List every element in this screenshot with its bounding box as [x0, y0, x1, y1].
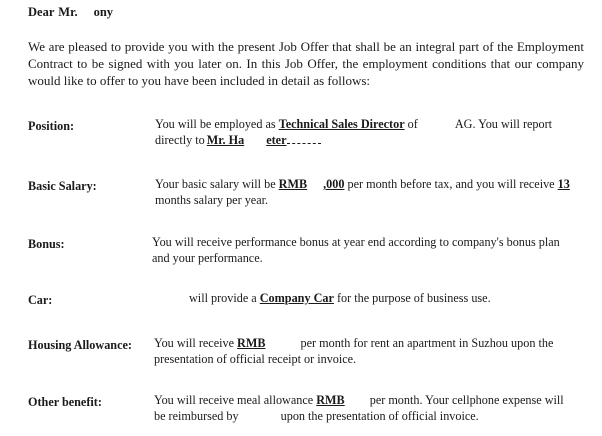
salary-line-1: [155, 176, 585, 192]
housing-currency: RMB: [237, 336, 266, 350]
position-body: [155, 116, 585, 148]
position-text-1: You will be employed as: [155, 117, 276, 131]
position-line-2: [155, 132, 585, 148]
salary-text-3: months salary per year.: [155, 193, 269, 207]
other-text-4: upon the presentation of official invoice.: [280, 409, 479, 423]
bonus-body: [152, 234, 592, 266]
other-text-3: be reimbursed by: [154, 409, 239, 423]
position-company: AG.: [454, 117, 476, 131]
manager-name-part-2: eter: [266, 133, 287, 147]
salary-months: 13: [557, 177, 570, 191]
salary-currency: RMB: [278, 177, 308, 191]
salary-amount: ,000: [323, 177, 345, 191]
housing-body: [154, 335, 590, 367]
housing-text-2: per month for rent an apartment in Suzhou upon the: [300, 336, 554, 350]
salutation-name: ony: [93, 5, 114, 19]
housing-text-1: You will receive: [154, 336, 234, 350]
other-text-1: You will receive meal allowance: [154, 393, 314, 407]
car-body: [189, 290, 589, 306]
other-text-2: per month. Your cellphone expense will: [369, 393, 564, 407]
position-label: Position:: [28, 119, 75, 133]
other-benefit-body: [154, 392, 590, 424]
housing-label: Housing Allowance:: [28, 338, 132, 352]
salary-body: [155, 176, 585, 208]
position-text-4: directly to: [155, 133, 205, 147]
position-line-1: [155, 116, 585, 132]
bonus-label: Bonus:: [28, 237, 65, 251]
salutation-prefix: Dear Mr.: [28, 5, 78, 19]
salutation: [28, 4, 113, 20]
position-title: Technical Sales Director: [278, 117, 405, 131]
other-line-1: [154, 392, 590, 408]
other-benefit-label: Other benefit:: [28, 395, 102, 409]
position-text-3: You will report: [478, 117, 553, 131]
salary-label: Basic Salary:: [28, 179, 97, 193]
bonus-line-1: You will receive performance bonus at year end according to company's bonus plan: [152, 235, 560, 249]
other-currency: RMB: [316, 393, 345, 407]
car-text-1: will provide a: [189, 291, 257, 305]
housing-line-1: [154, 335, 590, 351]
other-line-2: [154, 408, 590, 424]
housing-line-2: presentation of official receipt or invoice.: [154, 352, 357, 366]
position-text-2: of: [407, 117, 418, 131]
salary-text-2: per month before tax, and you will receive: [347, 177, 555, 191]
car-item: Company Car: [259, 291, 334, 305]
bonus-line-2: and your performance.: [152, 251, 263, 265]
car-text-2: for the purpose of business use.: [336, 291, 491, 305]
intro-paragraph: We are pleased to provide you with the present Job Offer that shall be an integral part of the Employment Contract to be signed with you later on. In this Job Offer, the employment conditions that our company would like to offer to you have been included in detail as follows:: [28, 39, 584, 88]
manager-name-part-1: Mr. Ha: [206, 133, 245, 147]
car-label: Car:: [28, 293, 53, 307]
salary-text-1: Your basic salary will be: [155, 177, 276, 191]
